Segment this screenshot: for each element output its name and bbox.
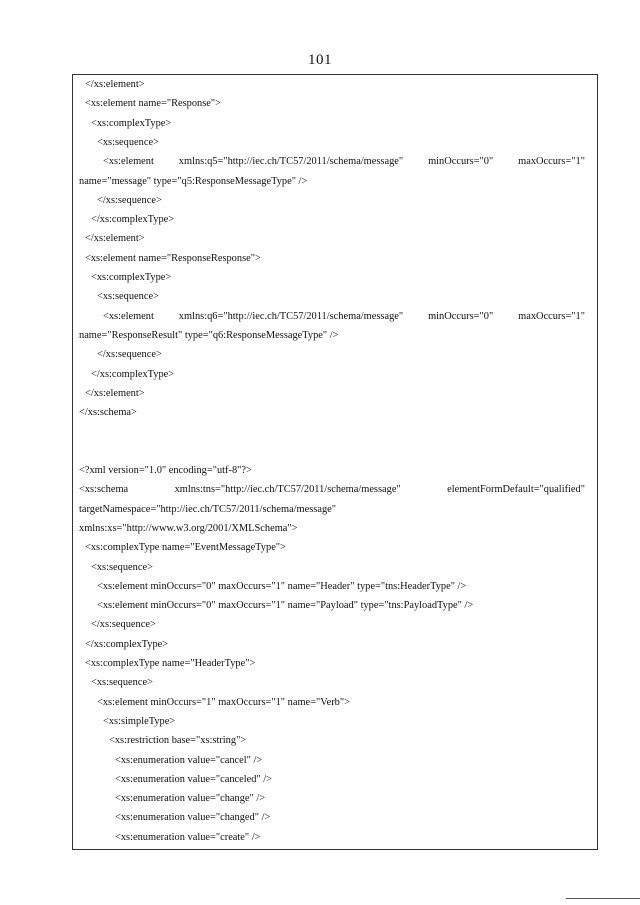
code-token: maxOccurs="1"	[518, 310, 585, 322]
code-line: </xs:sequence>	[97, 349, 162, 361]
code-line: <xs:complexType name="EventMessageType">	[85, 542, 286, 554]
code-line: </xs:element>	[85, 79, 145, 90]
code-token: minOccurs="0"	[428, 156, 494, 168]
code-line: <xs:enumeration value="canceled" />	[115, 773, 273, 785]
code-token: minOccurs="0"	[428, 310, 494, 322]
code-line: </xs:schema>	[79, 407, 137, 419]
code-line: </xs:element>	[85, 233, 145, 245]
code-token: xmlns:q5="http://iec.ch/TC57/2011/schema/message"	[178, 156, 404, 168]
code-line: <xs:enumeration value="cancel" />	[115, 754, 263, 766]
code-line: targetNamespace="http://iec.ch/TC57/2011/schema/message"	[79, 503, 337, 515]
code-line: <xs:element minOccurs="0" maxOccurs="1" name="Payload" type="tns:PayloadType" />	[97, 600, 474, 612]
code-line: <xs:complexType name="HeaderType">	[85, 658, 256, 669]
code-line: xmlns:xs="http://www.w3.org/2001/XMLSchema">	[79, 522, 298, 534]
code-line: <xs:restriction base="xs:string">	[109, 735, 247, 747]
code-line: </xs:complexType>	[85, 638, 169, 650]
code-line: <xs:enumeration value="create" />	[115, 831, 261, 843]
code-line: </xs:complexType>	[91, 368, 175, 380]
code-line: <xs:enumeration value="changed" />	[115, 812, 271, 824]
code-line: name="message" type="q5:ResponseMessageType" />	[79, 175, 308, 187]
code-line: <xs:sequence>	[97, 136, 159, 148]
code-frame	[72, 74, 598, 850]
code-line: </xs:sequence>	[97, 194, 162, 206]
code-line: <xs:enumeration value="change" />	[115, 793, 266, 805]
code-line: <?xml version="1.0" encoding="utf-8"?>	[79, 465, 252, 476]
code-token: <xs:element	[103, 310, 154, 322]
code-line: <xs:simpleType>	[103, 715, 176, 727]
code-line: <xs:sequence>	[97, 291, 159, 303]
code-line: <xs:complexType>	[91, 117, 172, 129]
code-token: xmlns:q6="http://iec.ch/TC57/2011/schema/message"	[178, 310, 404, 322]
code-token: <xs:element	[103, 156, 154, 168]
code-line: <xs:element name="Response">	[85, 98, 222, 110]
code-line: <xs:complexType>	[91, 272, 172, 283]
code-line	[103, 155, 585, 169]
code-line: <xs:element name="ResponseResponse">	[85, 252, 261, 264]
code-line: <xs:sequence>	[91, 677, 153, 689]
code-line: </xs:complexType>	[91, 214, 175, 226]
code-line: </xs:sequence>	[91, 619, 156, 631]
code-token: maxOccurs="1"	[518, 156, 585, 168]
code-line: </xs:element>	[85, 387, 145, 399]
code-token: elementFormDefault="qualified"	[447, 484, 585, 496]
code-token: <xs:schema	[79, 484, 129, 496]
code-line	[79, 483, 585, 497]
page-number: 101	[308, 52, 332, 68]
code-line	[103, 310, 585, 324]
code-line: name="ResponseResult" type="q6:ResponseMessageType" />	[79, 329, 339, 341]
code-line: <xs:sequence>	[91, 561, 153, 573]
code-line: <xs:element minOccurs="1" maxOccurs="1" name="Verb">	[97, 696, 350, 708]
code-token: xmlns:tns="http://iec.ch/TC57/2011/schema/message"	[174, 484, 401, 496]
bottom-rule	[566, 898, 640, 899]
code-line: <xs:element minOccurs="0" maxOccurs="1" name="Header" type="tns:HeaderType" />	[97, 580, 467, 592]
